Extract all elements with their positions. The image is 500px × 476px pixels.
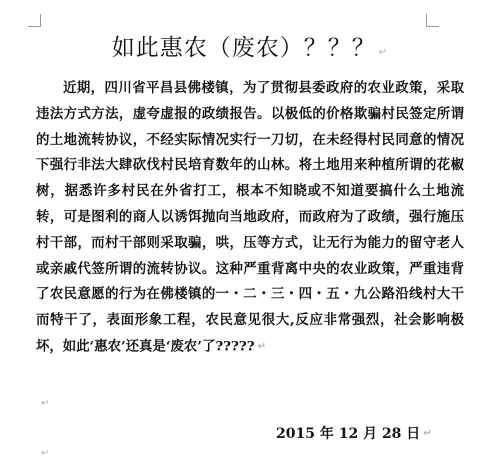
paragraph-mark-icon: ↵ <box>257 340 266 352</box>
document-body[interactable] <box>36 76 464 360</box>
document-title: 如此惠农（废农）？？？ <box>111 35 376 61</box>
paragraph-mark-icon: ↵ <box>41 398 50 409</box>
document-title-row <box>0 33 500 64</box>
document-date: 2015 年 12 月 28 日 <box>276 426 421 442</box>
crop-mark-top-right <box>426 14 439 27</box>
paragraph-mark-icon: ↵ <box>423 428 432 439</box>
document-date-row <box>276 424 432 444</box>
paragraph-mark-icon: ↵ <box>378 47 389 58</box>
crop-mark-top-left <box>28 14 41 27</box>
paragraph-mark-icon: ↵ <box>41 448 50 459</box>
body-text: 近期，四川省平昌县佛楼镇，为了贯彻县委政府的农业政策，采取违法方式方法，虚夸虚报的政绩报告。以极低的价格欺骗村民签定所谓的土地流转协议，不经实际情况实行一刀切，在未经得村民同意的情况下强行非法大肆砍伐村民培育数年的山林。将土地用来种植所谓的花椒树，据悉许多村民在外省打工，根本不知晓或不知道要搞什么土地流转，可是图利的商人以诱饵抛向当地政府，而政府为了政绩，强行施压村干部，而村干部则采取骗，哄，压等方式，让无行为能力的留守老人或亲戚代签所谓的流转协议。这种严重背离中央的农业政策，严重违背了农民意愿的行为在佛楼镇的一・二・三・四・五・九公路沿线村大干而特干了，表面形象工程，农民意见很大,反应非常强烈，社会影响极坏，如此‘惠农’还真是‘废农’了????? <box>36 80 464 355</box>
